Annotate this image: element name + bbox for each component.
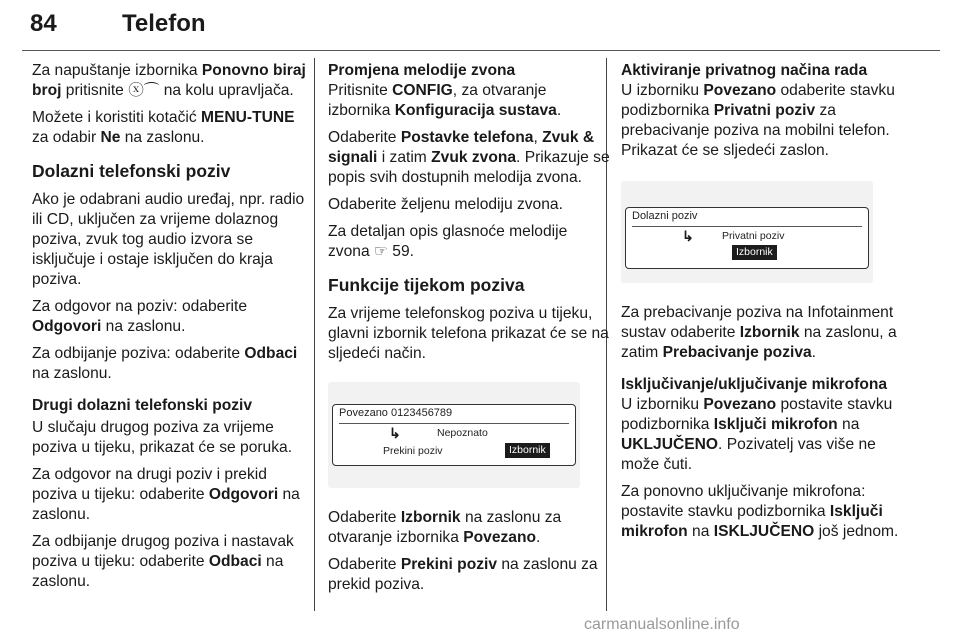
incoming-title: Dolazni poziv — [632, 210, 698, 222]
paragraph-transfer-call: Za prebacivanje poziva na Infotainment sustav odaberite Izbornik na zaslonu, a zatim Prebacivanje poziva. — [621, 304, 897, 361]
column-divider-left — [314, 58, 315, 611]
paragraph-select-ringtone-path: Odaberite Postavke telefona, Zvuk & signali i zatim Zvuk zvona. Prikazuje se popis svih dostupnih melodija zvona. — [328, 129, 610, 186]
menu-button[interactable]: Izbornik — [505, 443, 550, 458]
connected-call-screenshot — [328, 382, 580, 488]
paragraph-end-call: Odaberite Prekini poziv na zaslonu za prekid poziva. — [328, 556, 598, 593]
column-1 — [32, 61, 314, 599]
heading-microphone: Isključivanje/uključivanje mikrofona — [621, 376, 888, 393]
menu-button[interactable]: Izbornik — [732, 245, 777, 260]
page-header — [22, 6, 940, 51]
paragraph-open-menu: Odaberite Izbornik na zaslonu za otvaranje izbornika Povezano. — [328, 509, 562, 546]
paragraph-incoming-audio: Ako je odabrani audio uređaj, npr. radio ili CD, uključen za vrijeme dolaznog poziva, zvuk tog audio izvora se isključuje i ostaje isključen do kraja poziva. — [32, 191, 305, 288]
heading-private-mode: Aktiviranje privatnog načina rada — [621, 62, 868, 79]
paragraph-select-ringtone: Odaberite željenu melodiju zvona. — [328, 196, 563, 213]
phone-call-icon: ↳ — [389, 425, 401, 441]
paragraph-mute-mic: U izborniku Povezano postavite stavku podizbornika Isključi mikrofon na UKLJUČENO. Pozivatelj vas više ne može čuti. — [621, 396, 893, 473]
page-reference: ☞ 59 — [373, 243, 410, 260]
paragraph-ringtone-volume: Za detaljan opis glasnoće melodije zvona ☞ 59. — [328, 223, 568, 260]
heading-incoming-call: Dolazni telefonski poziv — [32, 161, 231, 181]
connected-call-window — [332, 404, 576, 466]
screen-rule — [339, 423, 569, 424]
heading-ringtone: Promjena melodije zvona — [328, 62, 516, 79]
column-3 — [621, 61, 903, 549]
paragraph-answer-second: Za odgovor na drugi poziv i prekid poziva u tijeku: odaberite Odgovori na zaslonu. — [32, 466, 300, 523]
paragraph-exit-redial: Za napuštanje izbornika Ponovno biraj broj pritisnite ⓧ⌒ na kolu upravljača. — [32, 62, 306, 99]
end-call-item[interactable]: Prekini poziv — [383, 445, 443, 457]
caller-name: Nepoznato — [437, 427, 488, 439]
paragraph-reject-call: Za odbijanje poziva: odaberite Odbaci na zaslonu. — [32, 345, 298, 382]
screen-rule — [632, 226, 862, 227]
paragraph-private-call: U izborniku Povezano odaberite stavku podizbornika Privatni poziv za prebacivanje poziva na mobilni telefon. Prikazat će se sljedeći zaslon. — [621, 82, 895, 159]
column-2 — [328, 61, 610, 602]
paragraph-reject-second: Za odbijanje drugog poziva i nastavak poziva u tijeku: odaberite Odbaci na zaslonu. — [32, 533, 294, 590]
heading-call-functions: Funkcije tijekom poziva — [328, 275, 525, 295]
heading-second-call: Drugi dolazni telefonski poziv — [32, 397, 253, 414]
page-number: 84 — [30, 10, 57, 37]
private-call-window — [625, 207, 869, 269]
paragraph-menu-tune: Možete i koristiti kotačić MENU-TUNE za odabir Ne na zaslonu. — [32, 109, 295, 146]
paragraph-unmute-mic: Za ponovno uključivanje mikrofona: postavite stavku podizbornika Isključi mikrofon na ISKLJUČENO još jednom. — [621, 483, 899, 540]
paragraph-config: Pritisnite CONFIG, za otvaranje izbornika Konfiguracija sustava. — [328, 82, 562, 119]
watermark: carmanualsonline.info — [584, 616, 740, 633]
paragraph-answer-call: Za odgovor na poziv: odaberite Odgovori na zaslonu. — [32, 298, 247, 335]
private-call-label: Privatni poziv — [722, 230, 785, 242]
phone-call-icon: ↳ — [682, 228, 694, 244]
chapter-title: Telefon — [122, 10, 206, 37]
paragraph-main-menu-during-call: Za vrijeme telefonskog poziva u tijeku, glavni izbornik telefona prikazat će se na sljedeći način. — [328, 305, 609, 362]
steering-wheel-phone-icon: ⓧ⌒ — [128, 82, 160, 99]
connected-title: Povezano 0123456789 — [339, 407, 453, 419]
paragraph-second-call-message: U slučaju drugog poziva za vrijeme poziva u tijeku, prikazat će se poruka. — [32, 419, 293, 456]
private-call-screenshot — [621, 181, 873, 283]
